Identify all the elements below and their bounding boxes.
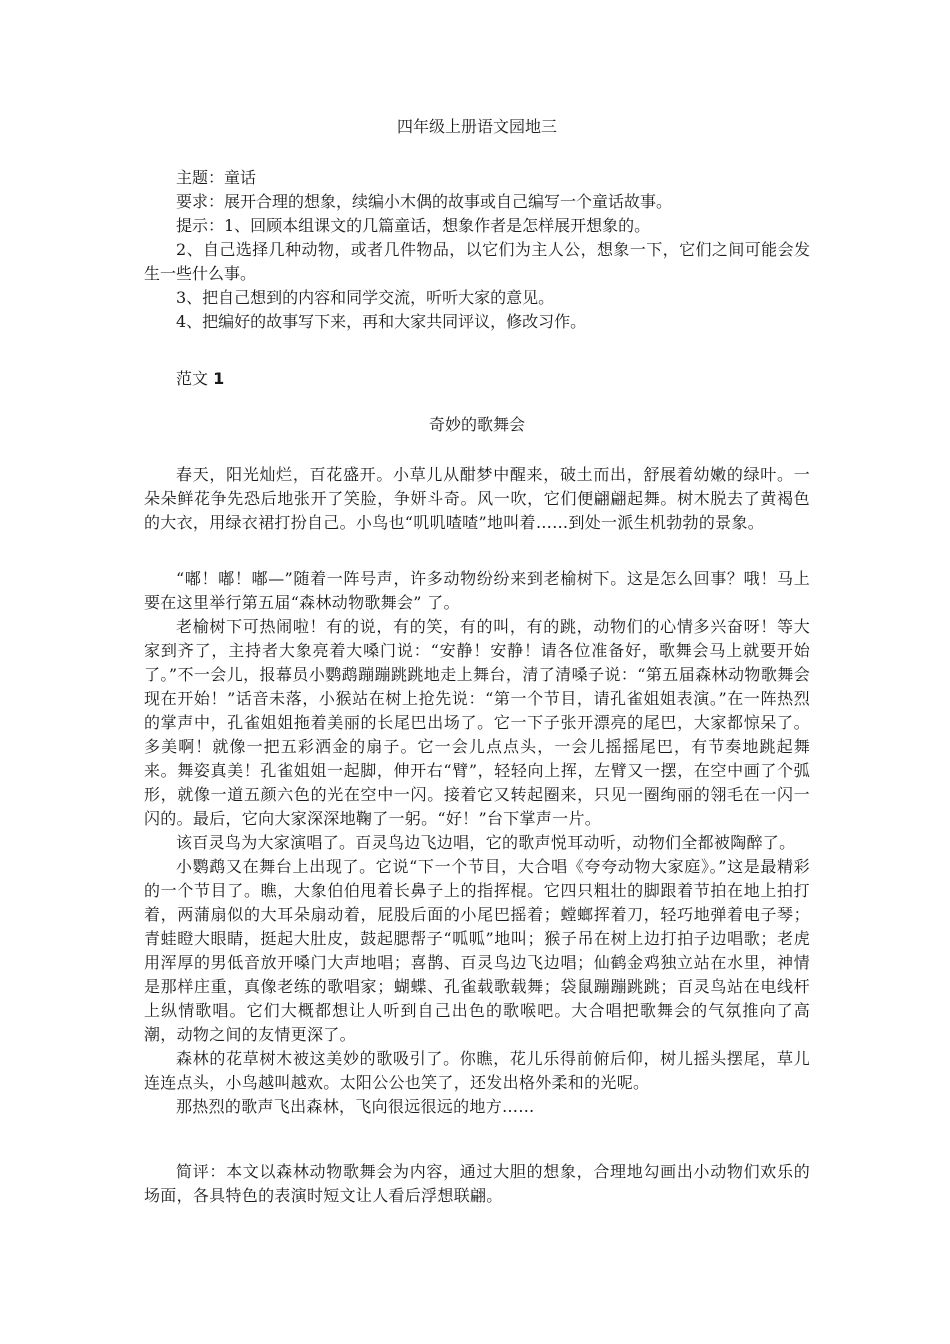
comment-text: 简评：本文以森林动物歌舞会为内容，通过大胆的想象，合理地勾画出小动物们欢乐的场面，各具特色的表演时短文让人看后浮想联翩。	[144, 1162, 810, 1205]
essay-paragraph-block-1	[144, 463, 810, 535]
essay-title: 奇妙的歌舞会	[428, 415, 525, 434]
hint-line: 4、把编好的故事写下来，再和大家共同评议，修改习作。	[176, 312, 587, 331]
essay-paragraph: 老榆树下可热闹啦！有的说，有的笑，有的叫，有的跳，动物们的心情多兴奋呀！等大家到齐了，主持者大象亮着大嗓门说：“安静！安静！请各位准备好，歌舞会马上就要开始了。”不一会儿，报幕员小鹦鹉蹦蹦跳跳地走上舞台，清了清嗓子说：“第五届森林动物歌舞会现在开始！”话音未落，小猴站在树上抢先说：“第一个节目，请孔雀姐姐表演。”在一阵热烈的掌声中，孔雀姐姐拖着美丽的长尾巴出场了。它一下子张开漂亮的尾巴，大家都惊呆了。多美啊！就像一把五彩洒金的扇子。它一会儿点点头，一会儿摇摇尾巴，有节奏地跳起舞来。舞姿真美！孔雀姐姐一起脚，伸开右“臂”，轻轻向上挥，左臂又一摆，在空中画了个弧形，就像一道五颜六色的光在空中一闪。接着它又转起圈来，只见一圈绚丽的翎毛在一闪一闪的。最后，它向大家深深地鞠了一躬。“好！”台下掌声一片。	[144, 617, 810, 828]
sample-label	[144, 367, 810, 391]
requirement-line: 要求：展开合理的想象，续编小木偶的故事或自己编写一个童话故事。	[176, 192, 673, 211]
sample-label-text: 范文	[176, 369, 209, 388]
theme-line: 主题：童话	[176, 168, 257, 187]
sample-number: 1	[213, 369, 225, 388]
essay-paragraph: 那热烈的歌声飞出森林，飞向很远很远的地方……	[176, 1097, 535, 1116]
essay-paragraph: 春天，阳光灿烂，百花盛开。小草儿从酣梦中醒来，破土而出，舒展着幼嫩的绿叶。一朵朵鲜花争先恐后地张开了笑脸，争妍斗奇。风一吹，它们便翩翩起舞。树木脱去了黄褐色的大衣，用绿衣裙打扮自己。小鸟也“叽叽喳喳”地叫着……到处一派生机勃勃的景象。	[144, 465, 810, 532]
essay-paragraph: 小鹦鹉又在舞台上出现了。它说“下一个节目，大合唱《夸夸动物大家庭》。”这是最精彩的一个节目了。瞧，大象伯伯甩着长鼻子上的指挥棍。它四只粗壮的脚跟着节拍在地上拍打着，两蒲扇似的大耳朵扇动着，屁股后面的小尾巴摇着；螳螂挥着刀，轻巧地弹着电子琴；青蛙瞪大眼睛，挺起大肚皮，鼓起腮帮子“呱呱”地叫；猴子吊在树上边打拍子边唱歌；老虎用浑厚的男低音放开嗓门大声地唱；喜鹊、百灵鸟边飞边唱；仙鹤金鸡独立站在水里，神情是那样庄重，真像老练的歌唱家；蝴蝶、孔雀载歌载舞；袋鼠蹦蹦跳跳；百灵鸟站在电线杆上纵情歌唱。它们大概都想让人听到自己出色的歌喉吧。大合唱把歌舞会的气氛推向了高潮，动物之间的友情更深了。	[144, 857, 810, 1044]
assignment-section	[144, 166, 810, 334]
essay-body	[144, 567, 810, 1119]
hint-line: 3、把自己想到的内容和同学交流，听听大家的意见。	[176, 288, 555, 307]
essay-paragraph: 该百灵鸟为大家演唱了。百灵鸟边飞边唱，它的歌声悦耳动听，动物们全都被陶醉了。	[176, 833, 796, 852]
essay-paragraph: 森林的花草树木被这美妙的歌吸引了。你瞧，花儿乐得前俯后仰，树儿摇头摆尾，草儿连连点头，小鸟越叫越欢。太阳公公也笑了，还发出格外柔和的光呢。	[144, 1049, 810, 1092]
hint-line: 提示：1、回顾本组课文的几篇童话，想象作者是怎样展开想象的。	[176, 216, 651, 235]
hint-line: 2、自己选择几种动物，或者几件物品，以它们为主人公，想象一下，它们之间可能会发生一些什么事。	[144, 240, 810, 283]
essay-paragraph: “嘟！嘟！嘟—”随着一阵号声，许多动物纷纷来到老榆树下。这是怎么回事？哦！马上要在这里举行第五届“森林动物歌舞会” 了。	[144, 569, 810, 612]
document-title: 四年级上册语文园地三	[396, 117, 557, 136]
comment-section	[144, 1160, 810, 1208]
